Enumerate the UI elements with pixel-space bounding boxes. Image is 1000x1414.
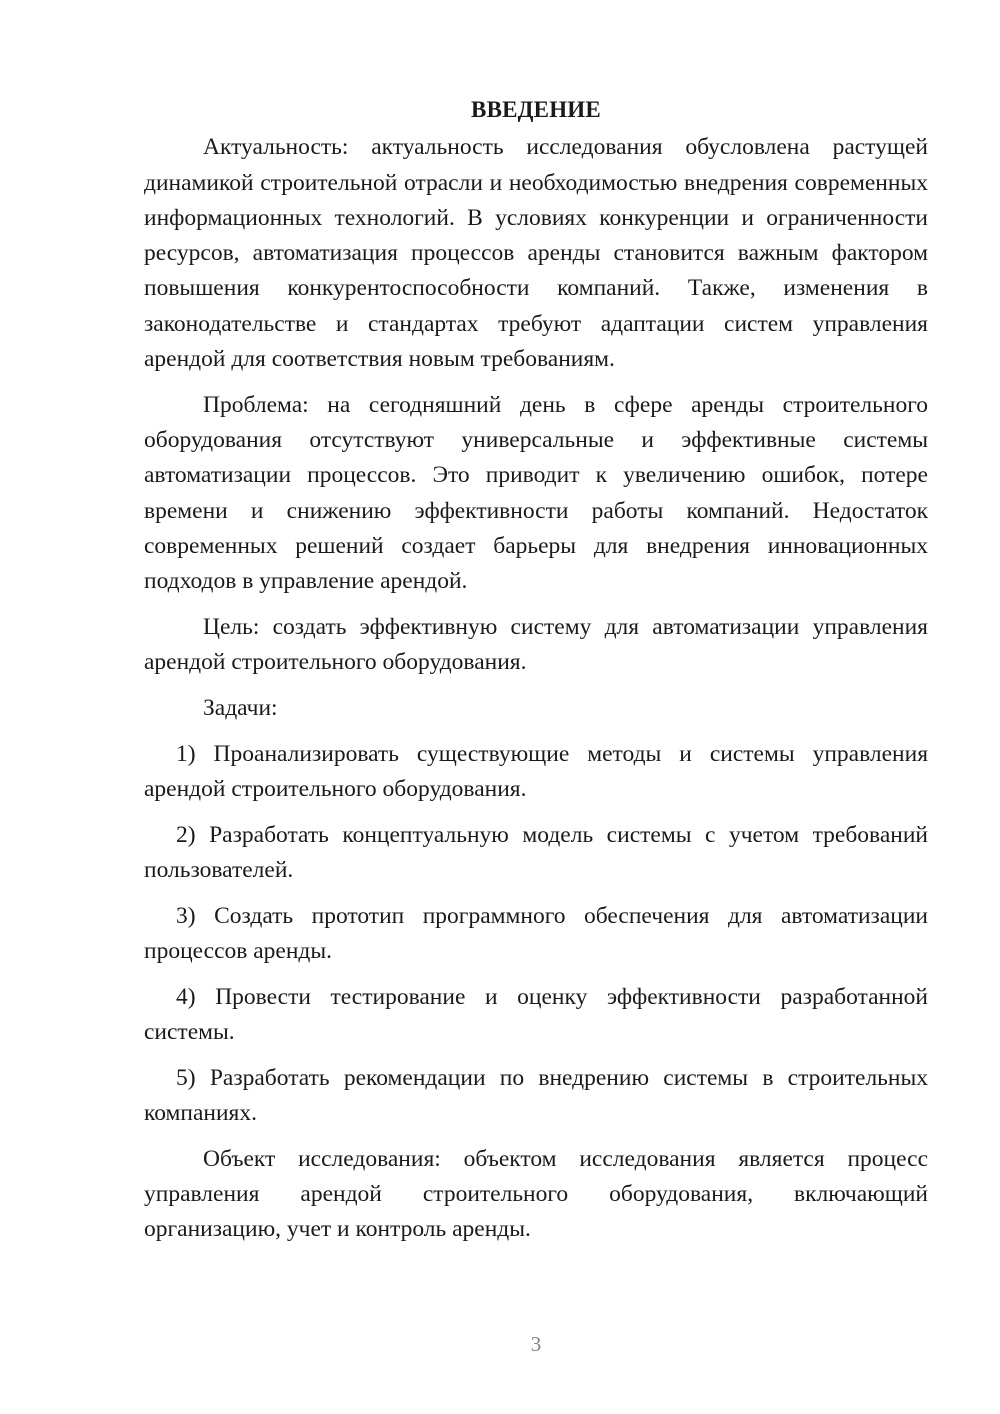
- task-item: [144, 899, 928, 970]
- task-item: [144, 818, 928, 889]
- task-text: Разработать рекомендации по внедрению системы в строительных компаниях.: [144, 1064, 929, 1126]
- page-number: 3: [530, 1332, 542, 1356]
- goal-paragraph: Цель: создать эффективную систему для автоматизации управления арендой строительного оборудования.: [144, 613, 928, 676]
- task-number: 4): [176, 983, 196, 1010]
- tasks-label: Задачи:: [203, 694, 278, 721]
- relevance-paragraph: Актуальность: актуальность исследования обусловлена растущей динамикой строительной отрасли и необходимостью внедрения современных информационных технологий. В условиях конкуренции и ограниченности ресурсов, автоматизация процессов аренды становится важным фактором повышения конкурентоспособности компаний. Также, изменения в законодательстве и стандартах требуют адаптации систем управления арендой для соответствия новым требованиям.: [144, 134, 928, 373]
- task-number: 5): [176, 1064, 196, 1091]
- task-item: [144, 1061, 928, 1132]
- document-page: [144, 92, 928, 1258]
- task-number: 3): [176, 902, 196, 929]
- task-item: [144, 980, 928, 1051]
- task-item: [144, 737, 928, 808]
- task-text: Создать прототип программного обеспечения для автоматизации процессов аренды.: [144, 902, 929, 964]
- task-text: Провести тестирование и оценку эффективности разработанной системы.: [144, 983, 928, 1045]
- task-text: Проанализировать существующие методы и системы управления арендой строительного оборудования.: [144, 740, 928, 802]
- object-paragraph: Объект исследования: объектом исследования является процесс управления арендой строительного оборудования, включающий организацию, учет и контроль аренды.: [144, 1145, 928, 1243]
- task-number: 2): [176, 821, 196, 848]
- task-text: Разработать концептуальную модель системы с учетом требований пользователей.: [144, 821, 929, 883]
- section-heading: ВВЕДЕНИЕ: [471, 97, 601, 122]
- problem-paragraph: Проблема: на сегодняшний день в сфере аренды строительного оборудования отсутствуют универсальные и эффективные системы автоматизации процессов. Это приводит к увеличению ошибок, потере времени и снижению эффективности работы компаний. Недостаток современных решений создает барьеры для внедрения инновационных подходов в управление арендой.: [144, 391, 928, 595]
- task-number: 1): [176, 740, 196, 767]
